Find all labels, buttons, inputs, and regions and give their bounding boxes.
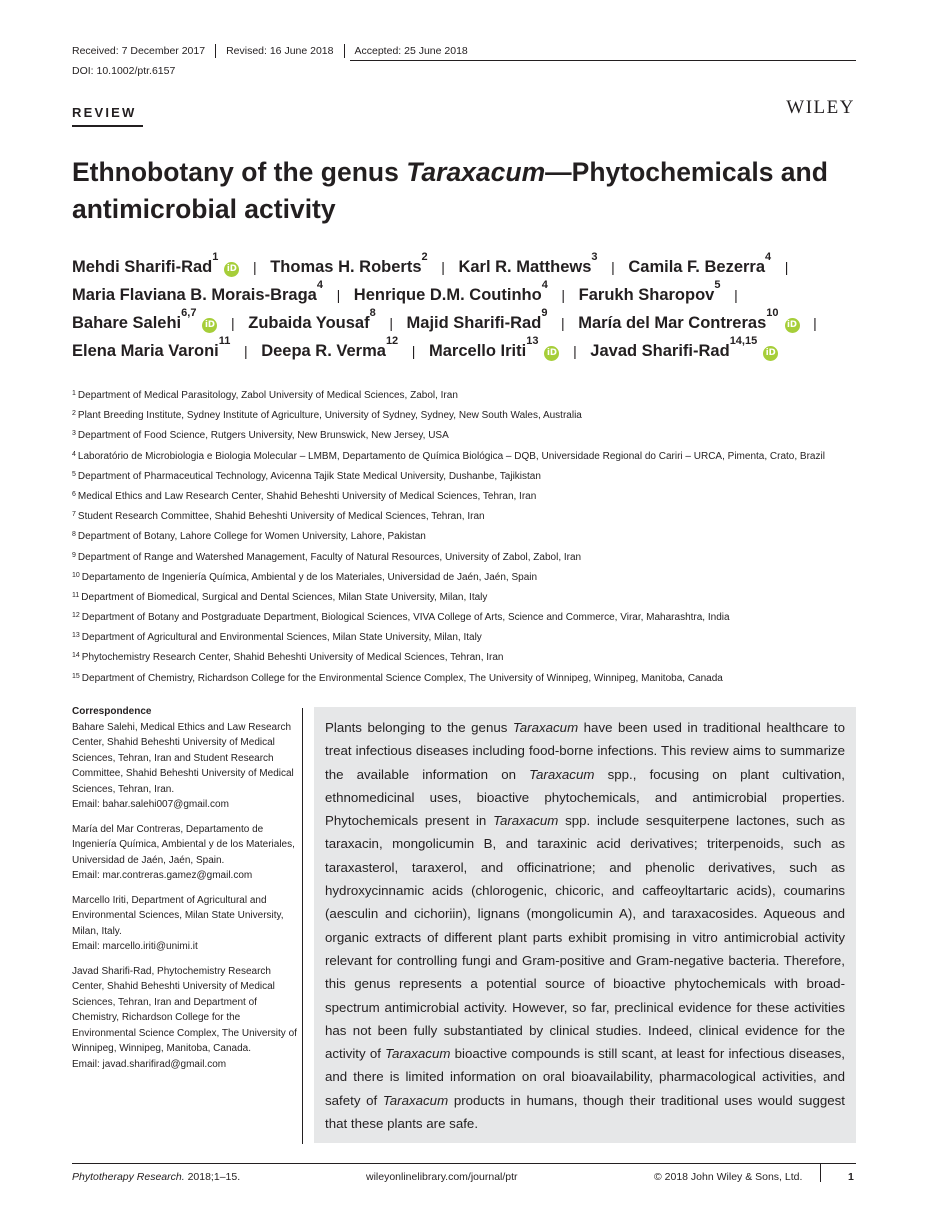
author-affiliation-number: 3 [591, 251, 598, 263]
affiliation-text: Department of Botany, Lahore College for Women University, Lahore, Pakistan [77, 531, 426, 543]
author-affiliation-number: 4 [316, 279, 323, 291]
footer-copyright: © 2018 John Wiley & Sons, Ltd. [654, 1171, 803, 1183]
affiliation-text: Plant Breeding Institute, Sydney Institute of Agriculture, University of Sydney, Sydney, New South Wales, Australia [77, 410, 582, 422]
author-affiliation-number: 11 [218, 335, 231, 347]
author-separator: | [389, 315, 393, 331]
author-name: Thomas H. Roberts [270, 258, 422, 276]
author-separator: | [561, 315, 565, 331]
affiliation-text: Laboratório de Microbiologia e Biologia Molecular – LMBM, Departamento de Química Biológica – DQB, Universidade Regional do Cariri – URCA, Pimenta, Crato, Brazil [77, 450, 825, 462]
accepted-date: Accepted: 25 June 2018 [354, 45, 468, 57]
genus-name: Taraxacum [493, 813, 559, 829]
author-affiliation-number: 4 [541, 279, 548, 291]
author-affiliation-number: 14,15 [729, 335, 758, 347]
author-name: Deepa R. Verma [261, 342, 386, 360]
footer-citation: Phytotherapy Research. 2018;1–15. [72, 1171, 241, 1183]
affiliation-item [72, 429, 856, 443]
affiliation-number: 13 [72, 632, 80, 640]
author-name: Karl R. Matthews [458, 258, 592, 276]
affiliation-number: 10 [72, 571, 80, 579]
author-affiliation-number: 2 [421, 251, 428, 263]
affiliation-number: 3 [72, 430, 76, 438]
author-affiliation-number: 9 [541, 307, 548, 319]
correspondence [72, 704, 297, 1081]
affiliation-number: 4 [72, 450, 76, 458]
affiliation-item [72, 551, 856, 565]
affiliation-text: Department of Agricultural and Environmental Sciences, Milan State University, Milan, Italy [81, 632, 482, 644]
author-affiliation-number: 6,7 [181, 307, 197, 319]
author-separator: | [441, 259, 445, 275]
affiliation-text: Department of Food Science, Rutgers University, New Brunswick, New Jersey, USA [77, 430, 449, 442]
author-separator: | [411, 343, 416, 359]
author-separator: | [252, 259, 257, 275]
affiliation-item [72, 389, 856, 403]
page-title: Ethnobotany of the genus Taraxacum—Phytochemicals and antimicrobial activity [72, 157, 828, 224]
genus-name: Taraxacum [512, 720, 579, 735]
author-separator: | [231, 315, 235, 331]
correspondence-entry: Marcello Iriti, Department of Agricultural and Environmental Sciences, Milan State University, Milan, Italy. Email: marcello.iriti@unimi.it [72, 894, 284, 952]
author-name: Mehdi Sharifi-Rad [72, 258, 213, 276]
received-date: Received: 7 December 2017 [72, 44, 216, 58]
affiliation-text: Departamento de Ingeniería Química, Ambiental y de los Materiales, Universidad de Jaén, Jaén, Spain [81, 571, 538, 583]
author-name: María del Mar Contreras [578, 314, 767, 332]
genus-name: Taraxacum [385, 1046, 451, 1062]
author-name: Javad Sharifi-Rad [590, 342, 730, 360]
affiliation-number: 8 [72, 531, 76, 539]
affiliation-item [72, 631, 856, 645]
correspondence-entry: Javad Sharifi-Rad, Phytochemistry Research Center, Shahid Beheshti University of Medical Sciences, Tehran, Iran and Department of Chemistry, Richardson College for the Environmental Science Complex, The University of Winnipeg, Winnipeg, Manitoba, Canada. Email: javad.sharifirad@gmail.com [72, 965, 297, 1070]
article-type: REVIEW [72, 105, 137, 120]
correspondence-entry: Bahare Salehi, Medical Ethics and Law Research Center, Shahid Beheshti University of Medical Sciences, Tehran, Iran and Student Research Committee, Shahid Beheshti University of Medical Sciences, Tehran, Iran. Email: bahar.salehi007@gmail.com [72, 721, 294, 810]
affiliation-number: 6 [72, 490, 76, 498]
author-affiliation-number: 4 [765, 251, 772, 263]
author-separator: | [784, 259, 789, 275]
affiliation-number: 9 [72, 551, 76, 559]
author-affiliation-number: 1 [212, 251, 219, 263]
author-name: Farukh Sharopov [578, 286, 715, 304]
affiliation-text: Student Research Committee, Shahid Beheshti University of Medical Sciences, Tehran, Iran [77, 511, 485, 523]
affiliation-number: 15 [72, 672, 80, 680]
affiliation-item [72, 591, 856, 605]
author [578, 279, 721, 304]
author-affiliation-number: 10 [766, 307, 779, 319]
affiliation-number: 5 [72, 470, 76, 478]
orcid-icon[interactable]: iD [224, 262, 239, 277]
affiliation-item [72, 450, 856, 464]
author-separator: | [734, 287, 738, 303]
author-name: Camila F. Bezerra [628, 258, 766, 276]
author [248, 307, 376, 332]
author-name: Marcello Iriti [429, 342, 527, 360]
affiliation-text: Department of Biomedical, Surgical and Dental Sciences, Milan State University, Milan, Italy [81, 591, 488, 603]
affiliation-item [72, 611, 856, 625]
affiliation-number: 7 [72, 511, 76, 519]
article-type-underline [72, 125, 143, 127]
affiliation-item [72, 409, 856, 423]
author-separator: | [573, 343, 577, 359]
author-name: Maria Flaviana B. Morais-Braga [72, 286, 317, 304]
author-separator: | [561, 287, 566, 303]
author [429, 335, 559, 360]
affiliation-text: Department of Pharmaceutical Technology, Avicenna Tajik State Medical University, Dushanbe, Tajikistan [77, 470, 541, 482]
author [72, 335, 231, 360]
doi[interactable]: DOI: 10.1002/ptr.6157 [72, 65, 176, 77]
author [628, 251, 772, 276]
affiliation-item [72, 470, 856, 484]
affiliation-text: Department of Chemistry, Richardson College for the Environmental Science Complex, The University of Winnipeg, Winnipeg, Manitoba, Canada [81, 672, 723, 684]
affiliation-item [72, 490, 856, 504]
footer-rule [72, 1163, 856, 1164]
header-rule [350, 60, 856, 61]
column-divider [302, 708, 303, 1144]
orcid-icon[interactable]: iD [763, 346, 778, 361]
affiliation-number: 1 [72, 390, 76, 397]
publisher-logo: WILEY [786, 97, 855, 118]
affiliation-text: Department of Botany and Postgraduate Department, Biological Sciences, VIVA College of Arts, Science and Commerce, Virar, Maharashtra, India [81, 612, 730, 624]
correspondence-title: Correspondence [72, 706, 152, 717]
affiliation-item [72, 510, 856, 524]
affiliation-number: 11 [72, 591, 80, 599]
affiliation-item [72, 530, 856, 544]
author [590, 335, 778, 360]
article-history [72, 44, 488, 58]
author-name: Zubaida Yousaf [248, 314, 370, 332]
affiliation-item [72, 571, 856, 585]
author-name: Elena Maria Varoni [72, 342, 219, 360]
author [406, 307, 548, 332]
author [458, 251, 598, 276]
affiliation-item [72, 651, 856, 665]
affiliation-item [72, 672, 856, 686]
author-affiliation-number: 8 [369, 307, 376, 319]
affiliation-list [72, 389, 856, 692]
author [72, 307, 217, 332]
author-separator: | [813, 315, 817, 331]
affiliation-text: Medical Ethics and Law Research Center, Shahid Beheshti University of Medical Sciences, Tehran, Iran [77, 490, 537, 502]
revised-date: Revised: 16 June 2018 [226, 44, 344, 58]
author [72, 251, 239, 276]
genus-name: Taraxacum [529, 766, 595, 782]
footer-divider [820, 1163, 821, 1182]
author-list [72, 253, 862, 365]
footer-url[interactable]: wileyonlinelibrary.com/journal/ptr [366, 1171, 518, 1183]
affiliation-number: 12 [72, 612, 80, 620]
affiliation-text: Department of Medical Parasitology, Zabol University of Medical Sciences, Zabol, Iran [77, 390, 458, 401]
author [578, 307, 799, 332]
orcid-icon[interactable]: iD [785, 318, 800, 333]
author-affiliation-number: 13 [526, 335, 539, 347]
affiliation-number: 14 [72, 652, 80, 660]
author-name: Majid Sharifi-Rad [406, 314, 542, 332]
author-separator: | [243, 343, 248, 359]
orcid-icon[interactable]: iD [544, 346, 559, 361]
orcid-icon[interactable]: iD [202, 318, 217, 333]
author-name: Bahare Salehi [72, 314, 182, 332]
author [270, 251, 428, 276]
author [72, 279, 323, 304]
affiliation-number: 2 [72, 410, 76, 418]
author-affiliation-number: 12 [385, 335, 399, 347]
genus-name: Taraxacum [382, 1092, 449, 1108]
page-number: 1 [848, 1171, 854, 1183]
author-separator: | [611, 259, 615, 275]
author [261, 335, 399, 360]
affiliation-text: Phytochemistry Research Center, Shahid Beheshti University of Medical Sciences, Tehran, Iran [81, 652, 504, 664]
author-separator: | [336, 287, 341, 303]
affiliation-text: Department of Range and Watershed Management, Faculty of Natural Resources, University of Zabol, Zabol, Iran [77, 551, 582, 563]
correspondence-entry: María del Mar Contreras, Departamento de Ingeniería Química, Ambiental y de los Materiales, Universidad de Jaén, Jaén, Spain. Email: mar.contreras.gamez@gmail.com [72, 823, 295, 881]
abstract-box: Plants belonging to the genus Taraxacum have been used in traditional healthcare to treat infectious diseases including food-borne infections. This review aims to summarize the available information on Taraxacum spp., focusing on plant cultivation, ethnomedicinal uses, bioactive phytochemicals, and antimicrobial properties. Phytochemicals present in Taraxacum spp. include sesquiterpene lactones, such as taraxacin, mongolicumin B, and taraxinic acid derivatives; triterpenoids, such as taraxasterol, taraxerol, and officinatrione; and phenolic derivatives, such as hydroxycinnamic acids (chlorogenic, chicoric, and caffeoyltartaric acids), coumarins (aesculin and cichoriin), lignans (mongolicumin A), and taraxacosides. Aqueous and organic extracts of different plant parts exhibit promising in vitro antimicrobial activity relevant for controlling fungi and Gram-positive and Gram-negative bacteria. Therefore, this genus represents a potential source of bioactive phytochemicals with broad-spectrum antimicrobial activity. However, so far, preclinical evidence for these activities has not been fully substantiated by clinical studies. Indeed, clinical evidence for the activity of Taraxacum bioactive compounds is still scant, at least for infectious diseases, and there is limited information on oral bioavailability, pharmacological activities, and safety of Taraxacum products in humans, though their traditional uses would suggest that these plants are safe. [314, 707, 856, 1143]
author-affiliation-number: 5 [714, 279, 721, 291]
author-name: Henrique D.M. Coutinho [353, 286, 542, 304]
author [353, 279, 548, 304]
